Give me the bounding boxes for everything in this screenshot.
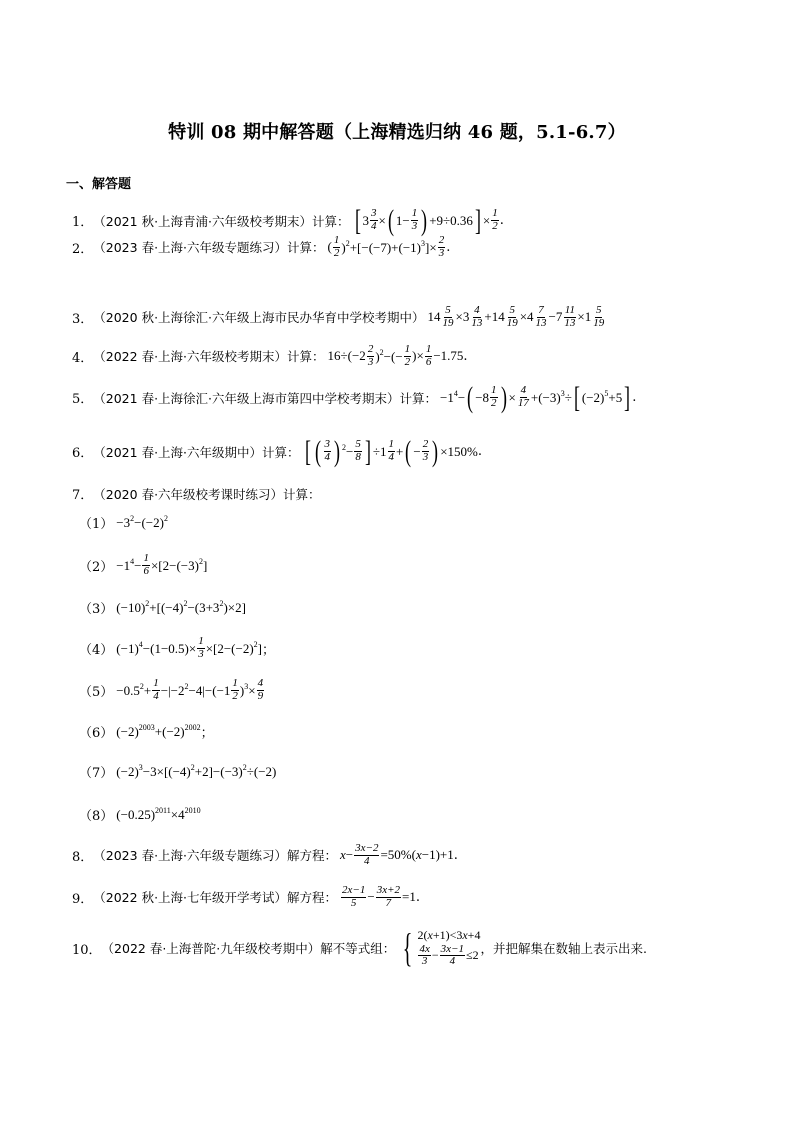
math-expression: [ ( $\frac{3}{4}$ ) $^2$− $\frac{5}{8}$ ] ÷1 $\frac{1}{4}$ + ( − $\frac{2}{3}$ ) ×150% <box>304 435 478 468</box>
problem-3 <box>72 305 754 329</box>
math-expression: $(-10)^2+[(-4)^2-(3+3^2)\times 2]$ <box>116 599 246 615</box>
problem-tail: . <box>415 889 420 905</box>
problem-7 <box>72 484 754 503</box>
problem-tail: . <box>632 390 637 405</box>
math-expression: x − $\frac{3x-2}{4}$ =50%( x −1)+1 <box>340 842 454 867</box>
problem-tail: . <box>499 213 504 228</box>
problem-source: （2021 春·上海·六年级期中）计算： <box>93 444 300 460</box>
problem-source: （2023 春·上海·六年级专题练习）解方程： <box>93 848 338 864</box>
problem-number: 7． <box>72 488 94 503</box>
problem-number: 8． <box>72 849 94 865</box>
problem-2 <box>72 235 754 259</box>
problem-1 <box>72 204 754 237</box>
problem-number: 10． <box>72 942 102 958</box>
subpart-number: （1） <box>79 517 114 532</box>
subpart-7 <box>79 762 754 781</box>
subpart-number: （7） <box>79 766 114 781</box>
subpart-2 <box>79 553 754 577</box>
subpart-number: （8） <box>79 809 114 824</box>
math-expression: $(-0.25)^{2011}\times 4^{2010}$ <box>116 806 201 822</box>
problem-number: 3． <box>72 311 94 327</box>
subpart-number: （3） <box>79 602 114 617</box>
problem-number: 5． <box>72 392 94 407</box>
math-expression: $-0.5^2+$ $\frac{1}{4}$ $-|-2^2-4|-(-1$ $\frac{1}{2}$ )$^3$× $\frac{4}{9}$ <box>116 677 264 702</box>
problem-number: 9． <box>72 891 94 907</box>
subpart-number: （2） <box>79 559 114 575</box>
problem-source: （2022 春·上海·六年级校考期末）计算： <box>93 349 325 365</box>
math-expression: 16÷(−2 $\frac{2}{3}$ )$^2$−(− $\frac{1}{2}$ )× $\frac{1}{6}$ −1.75 <box>327 343 464 368</box>
problem-source: （2020 春·六年级校考课时练习）计算： <box>93 486 321 502</box>
math-expression: $(-2)^{2003}+(-2)^{2002}$ <box>116 723 201 739</box>
page-title: 特训 08 期中解答题（上海精选归纳 46 题，5.1-6.7） <box>168 122 626 143</box>
semicolon: ； <box>200 726 214 741</box>
problem-4 <box>72 344 754 368</box>
problem-6 <box>72 435 754 468</box>
subpart-3 <box>79 598 754 617</box>
problem-number: 1． <box>72 215 94 230</box>
subpart-number: （5） <box>79 684 114 700</box>
math-expression: $(-1)^4-(1-0.5)\times$ $\frac{1}{3}$ $\times[2-(-2)^2]$ <box>116 635 263 660</box>
math-expression: $-1^4-$ ( −8 $\frac{1}{2}$ ) × $\frac{4}{17}$ $+(-3)^3\div$ [ $(-2)^5+5$ ] <box>440 381 631 414</box>
problem-tail: . <box>477 444 482 459</box>
semicolon: ； <box>262 642 276 658</box>
problem-9 <box>72 885 754 909</box>
math-expression: ( $\frac{1}{2}$ )$^2+[-(-7)+(-1)^3]\times$ $\frac{2}{3}$ <box>327 234 445 259</box>
math-expression: $-3^2-(-2)^2$ <box>116 514 168 530</box>
inequality-system: { 2(x+1)<3x+4 $\frac{4x}{3}$ − $\frac{3x-1}{4}$ ≤2 <box>403 925 481 970</box>
math-expression: $(-2)^3-3\times[(-4)^2+2]-(-3)^2\div(-2)$ <box>116 763 277 779</box>
problem-tail: . <box>446 239 451 255</box>
problem-source: （2022 秋·上海·七年级开学考试）解方程： <box>93 890 338 906</box>
problem-source: （2023 春·上海·六年级专题练习）计算： <box>93 240 325 256</box>
problem-source: （2020 秋·上海徐汇·六年级上海市民办华育中学校考期中） <box>93 310 425 326</box>
problem-8 <box>72 843 754 867</box>
problem-number: 2． <box>72 241 94 257</box>
subpart-4 <box>79 636 754 660</box>
problem-source: （2021 秋·上海青浦·六年级校考期末）计算： <box>93 213 350 229</box>
section-heading: 一、解答题 <box>66 177 132 192</box>
problem-10 <box>72 925 754 970</box>
math-expression: $-1^4-$ $\frac{1}{6}$ $\times[2-(-3)^2]$ <box>116 552 208 577</box>
problem-source: （2022 春·上海普陀·九年级校考期中）解不等式组： <box>101 941 396 956</box>
problem-number: 6． <box>72 446 94 461</box>
math-expression: $\frac{2x-1}{5}$ − $\frac{3x+2}{7}$ =1 <box>342 884 416 909</box>
problem-source: （2021 春·上海徐汇·六年级上海市第四中学校考期末）计算： <box>93 390 438 406</box>
subpart-number: （4） <box>79 642 114 658</box>
subpart-6 <box>79 722 754 741</box>
problem-tail: . <box>463 348 468 364</box>
subpart-1 <box>79 513 754 532</box>
problem-tail: ，并把解集在数轴上表示出来. <box>480 941 647 956</box>
math-expression: 14 $\frac{5}{19}$ ×3 $\frac{4}{13}$ +14 $\frac{5}{19}$ ×4 $\frac{7}{13}$ −7 $\frac{11}{13}$ ×1 $\frac{5}{19}$ <box>427 304 605 329</box>
subpart-number: （6） <box>79 726 114 741</box>
problem-tail: . <box>453 847 458 863</box>
subpart-5 <box>79 678 754 702</box>
problem-number: 4． <box>72 350 94 366</box>
problem-5 <box>72 381 754 414</box>
math-expression: [ 3 $\frac{3}{4}$ × ( 1− $\frac{1}{3}$ ) +9÷0.36 ] × $\frac{1}{2}$ <box>354 204 498 237</box>
subpart-8 <box>79 805 754 824</box>
